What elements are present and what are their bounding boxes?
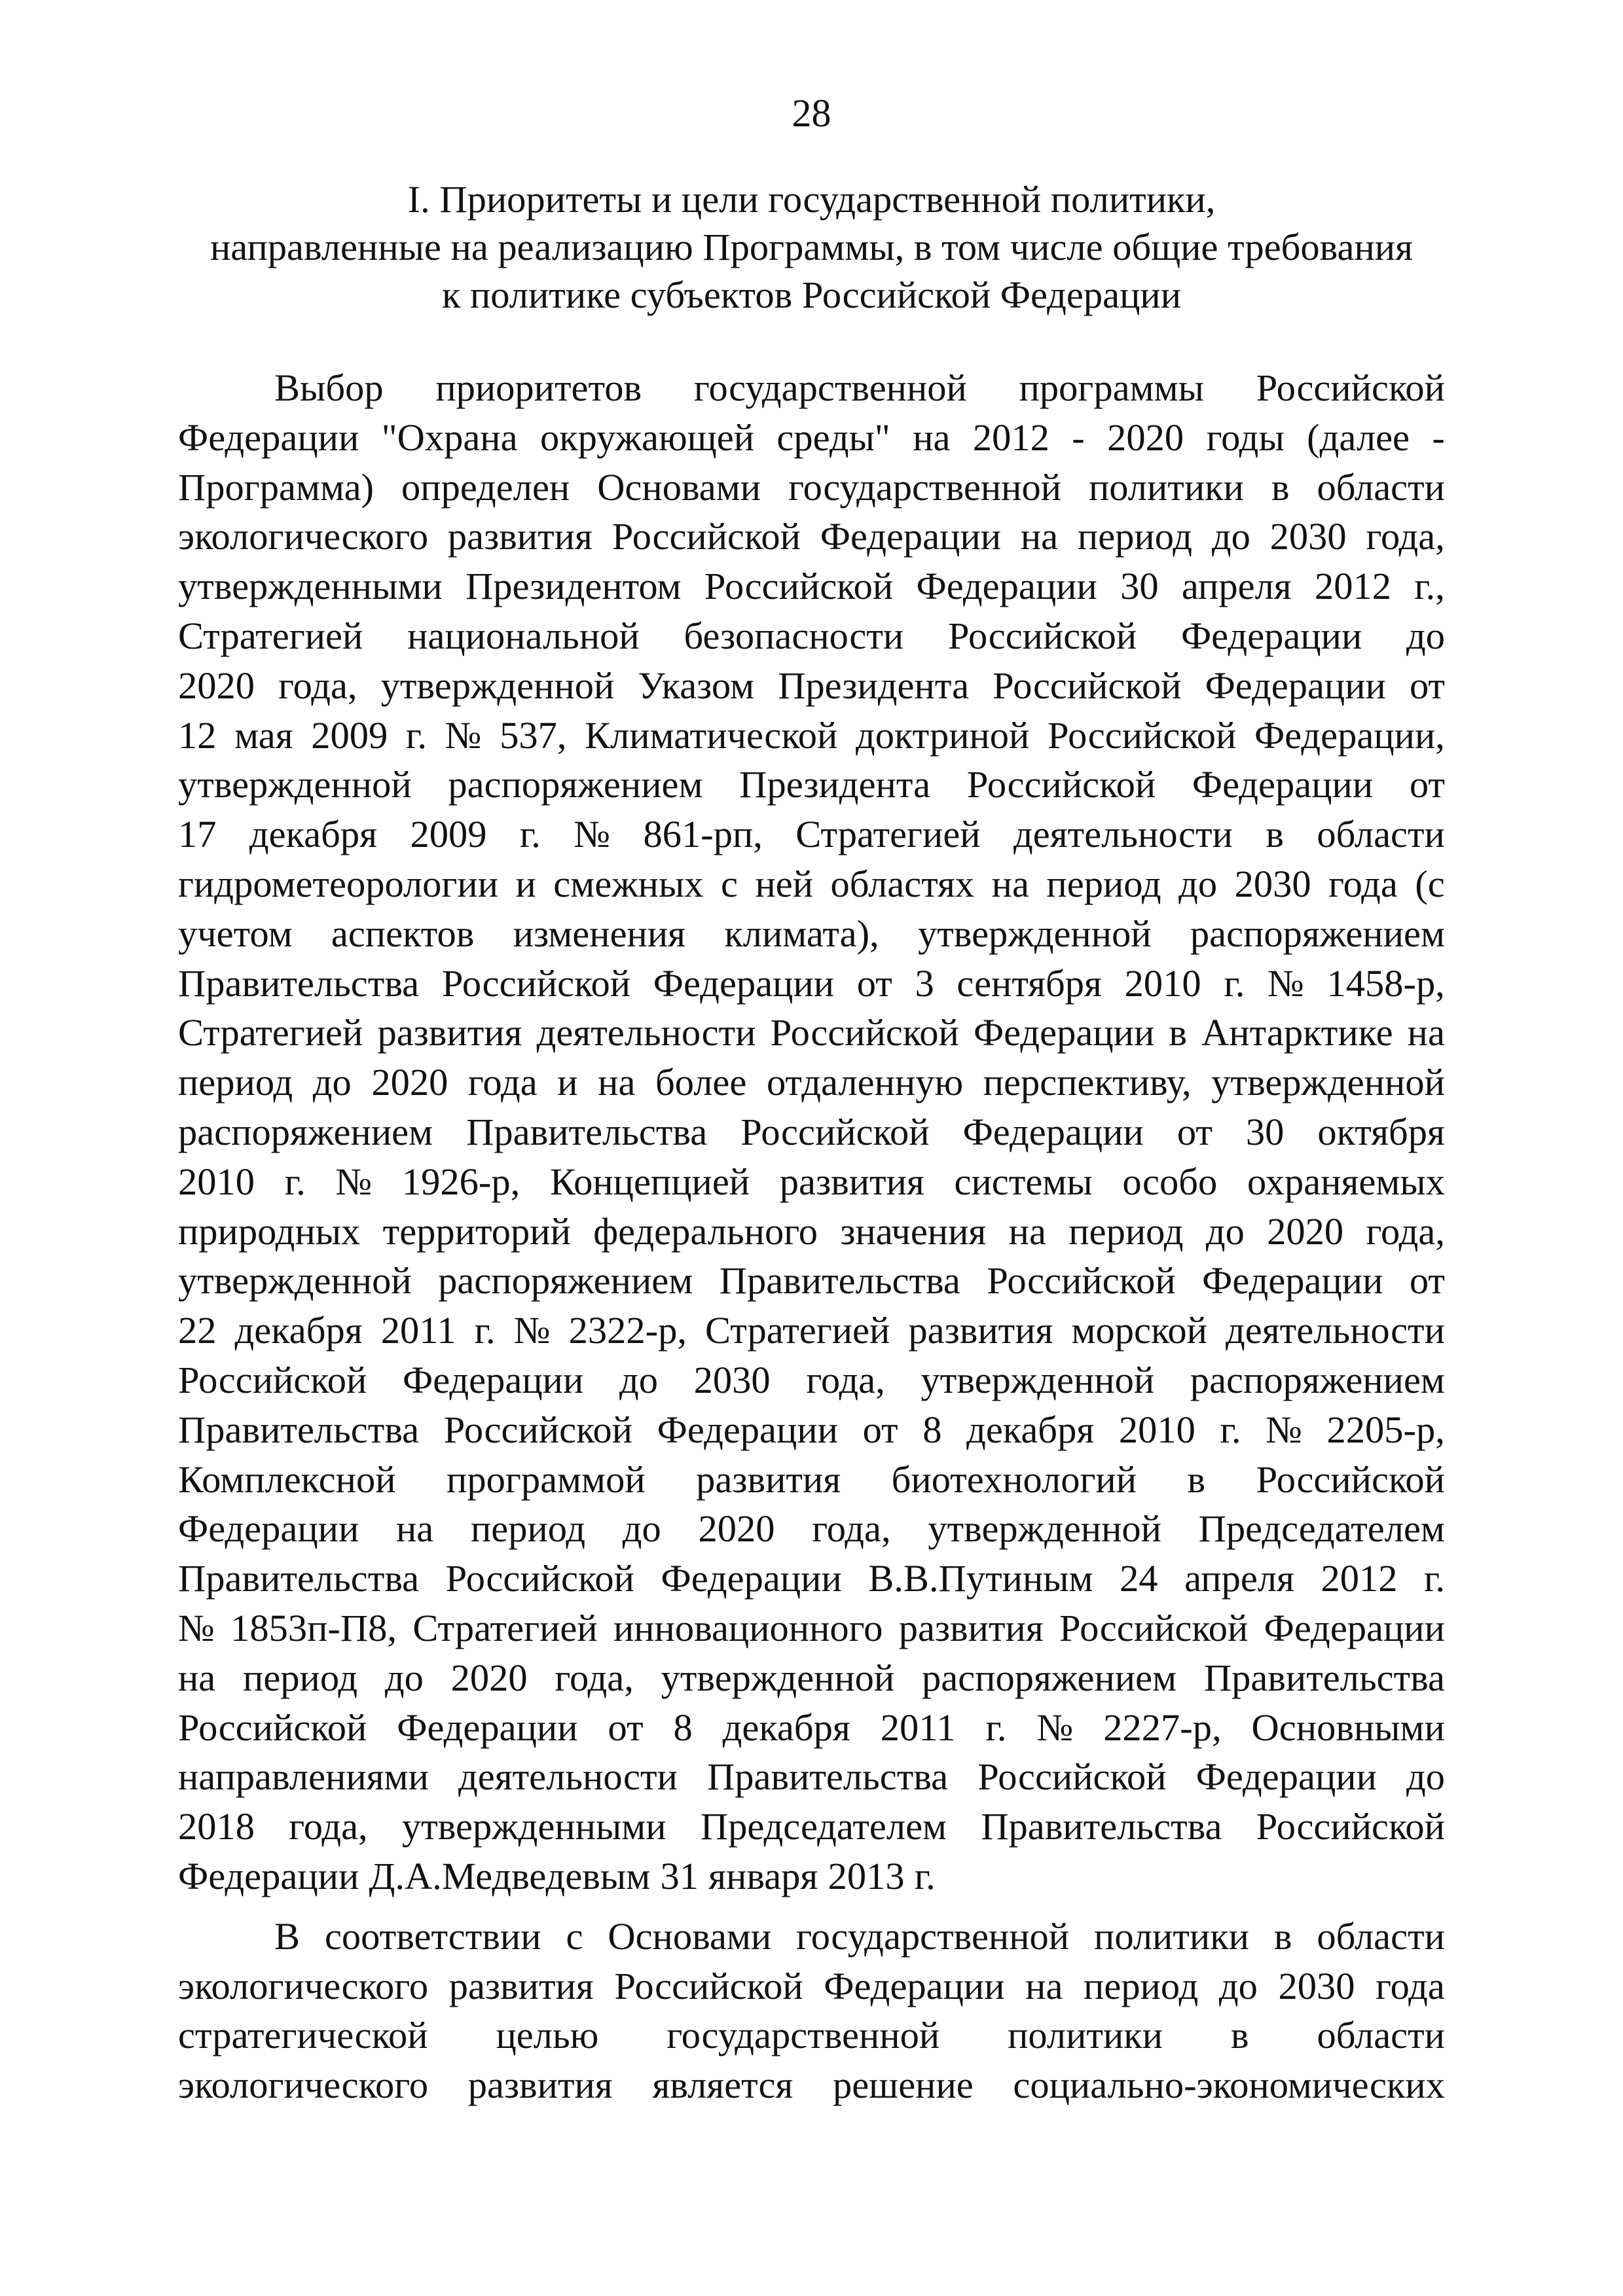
paragraph-line: Программа) определен Основами государственной политики в области	[178, 465, 1445, 509]
paragraph-line: Стратегией развития деятельности Российской Федерации в Антарктике на	[178, 1011, 1445, 1054]
paragraph-line: экологического развития Российской Федерации на период до 2030 года,	[178, 515, 1445, 558]
paragraph-line: Комплексной программой развития биотехнологий в Российской	[178, 1458, 1445, 1501]
paragraph-line: 2020 года, утвержденной Указом Президента Российской Федерации от	[178, 664, 1445, 707]
paragraph-line: утвержденной распоряжением Правительства Российской Федерации от	[178, 1259, 1445, 1302]
paragraph-line: экологического развития Российской Федерации на период до 2030 года	[178, 1964, 1445, 2007]
paragraph-line: учетом аспектов изменения климата), утвержденной распоряжением	[178, 912, 1445, 955]
paragraph-line: Правительства Российской Федерации от 8 декабря 2010 г. № 2205-р,	[178, 1408, 1445, 1451]
paragraph-line: Выбор приоритетов государственной программы Российской	[274, 367, 1445, 409]
heading-line: I. Приоритеты и цели государственной политики,	[407, 178, 1216, 221]
paragraph-line: гидрометеорологии и смежных с ней областях на период до 2030 года (с	[178, 862, 1445, 905]
paragraph-line: на период до 2020 года, утвержденной распоряжением Правительства	[178, 1656, 1445, 1699]
section-heading	[178, 175, 1445, 319]
paragraph-line: 22 декабря 2011 г. № 2322-р, Стратегией развития морской деятельности	[178, 1309, 1445, 1352]
paragraph-line: экологического развития является решение социально-экономических	[178, 2064, 1445, 2107]
paragraph-line: В соответствии с Основами государственной политики в области	[274, 1914, 1445, 1958]
paragraph-line: Федерации "Охрана окружающей среды" на 2012 - 2020 годы (далее -	[178, 416, 1445, 459]
paragraph-line: утвержденными Президентом Российской Федерации 30 апреля 2012 г.,	[178, 565, 1445, 608]
paragraph-line: распоряжением Правительства Российской Федерации от 30 октября	[178, 1110, 1445, 1153]
heading-line: к политике субъектов Российской Федерации	[441, 274, 1182, 316]
paragraph-line: 2010 г. № 1926-р, Концепцией развития системы особо охраняемых	[178, 1160, 1445, 1203]
paragraph-line: Федерации Д.А.Медведевым 31 января 2013 г.	[178, 1854, 936, 1897]
body-text	[178, 363, 1445, 2110]
paragraph-line: 2018 года, утвержденными Председателем Правительства Российской	[178, 1805, 1445, 1848]
page-number: 28	[792, 92, 831, 135]
paragraph-line: утвержденной распоряжением Президента Российской Федерации от	[178, 763, 1445, 806]
paragraph-line: Российской Федерации от 8 декабря 2011 г. № 2227-р, Основными	[178, 1706, 1445, 1749]
paragraph-line: Стратегией национальной безопасности Российской Федерации до	[178, 614, 1445, 657]
paragraph	[178, 1912, 1445, 2110]
paragraph-line: № 1853п-П8, Стратегией инновационного развития Российской Федерации	[178, 1606, 1445, 1649]
paragraph-line: 12 мая 2009 г. № 537, Климатической доктриной Российской Федерации,	[178, 713, 1445, 757]
paragraph-line: Российской Федерации до 2030 года, утвержденной распоряжением	[178, 1358, 1445, 1401]
paragraph	[178, 363, 1445, 1901]
paragraph-line: Правительства Российской Федерации от 3 сентября 2010 г. № 1458-р,	[178, 961, 1445, 1005]
paragraph-line: 17 декабря 2009 г. № 861-рп, Стратегией деятельности в области	[178, 813, 1445, 856]
paragraph-line: Федерации на период до 2020 года, утвержденной Председателем	[178, 1507, 1445, 1551]
paragraph-line: направлениями деятельности Правительства Российской Федерации до	[178, 1755, 1445, 1799]
paragraph-line: период до 2020 года и на более отдаленную перспективу, утвержденной	[178, 1061, 1445, 1104]
paragraph-line: стратегической целью государственной политики в области	[178, 2014, 1445, 2057]
paragraph-line: Правительства Российской Федерации В.В.Путиным 24 апреля 2012 г.	[178, 1557, 1445, 1600]
heading-line: направленные на реализацию Программы, в том числе общие требования	[210, 226, 1413, 268]
paragraph-line: природных территорий федерального значения на период до 2020 года,	[178, 1210, 1445, 1253]
